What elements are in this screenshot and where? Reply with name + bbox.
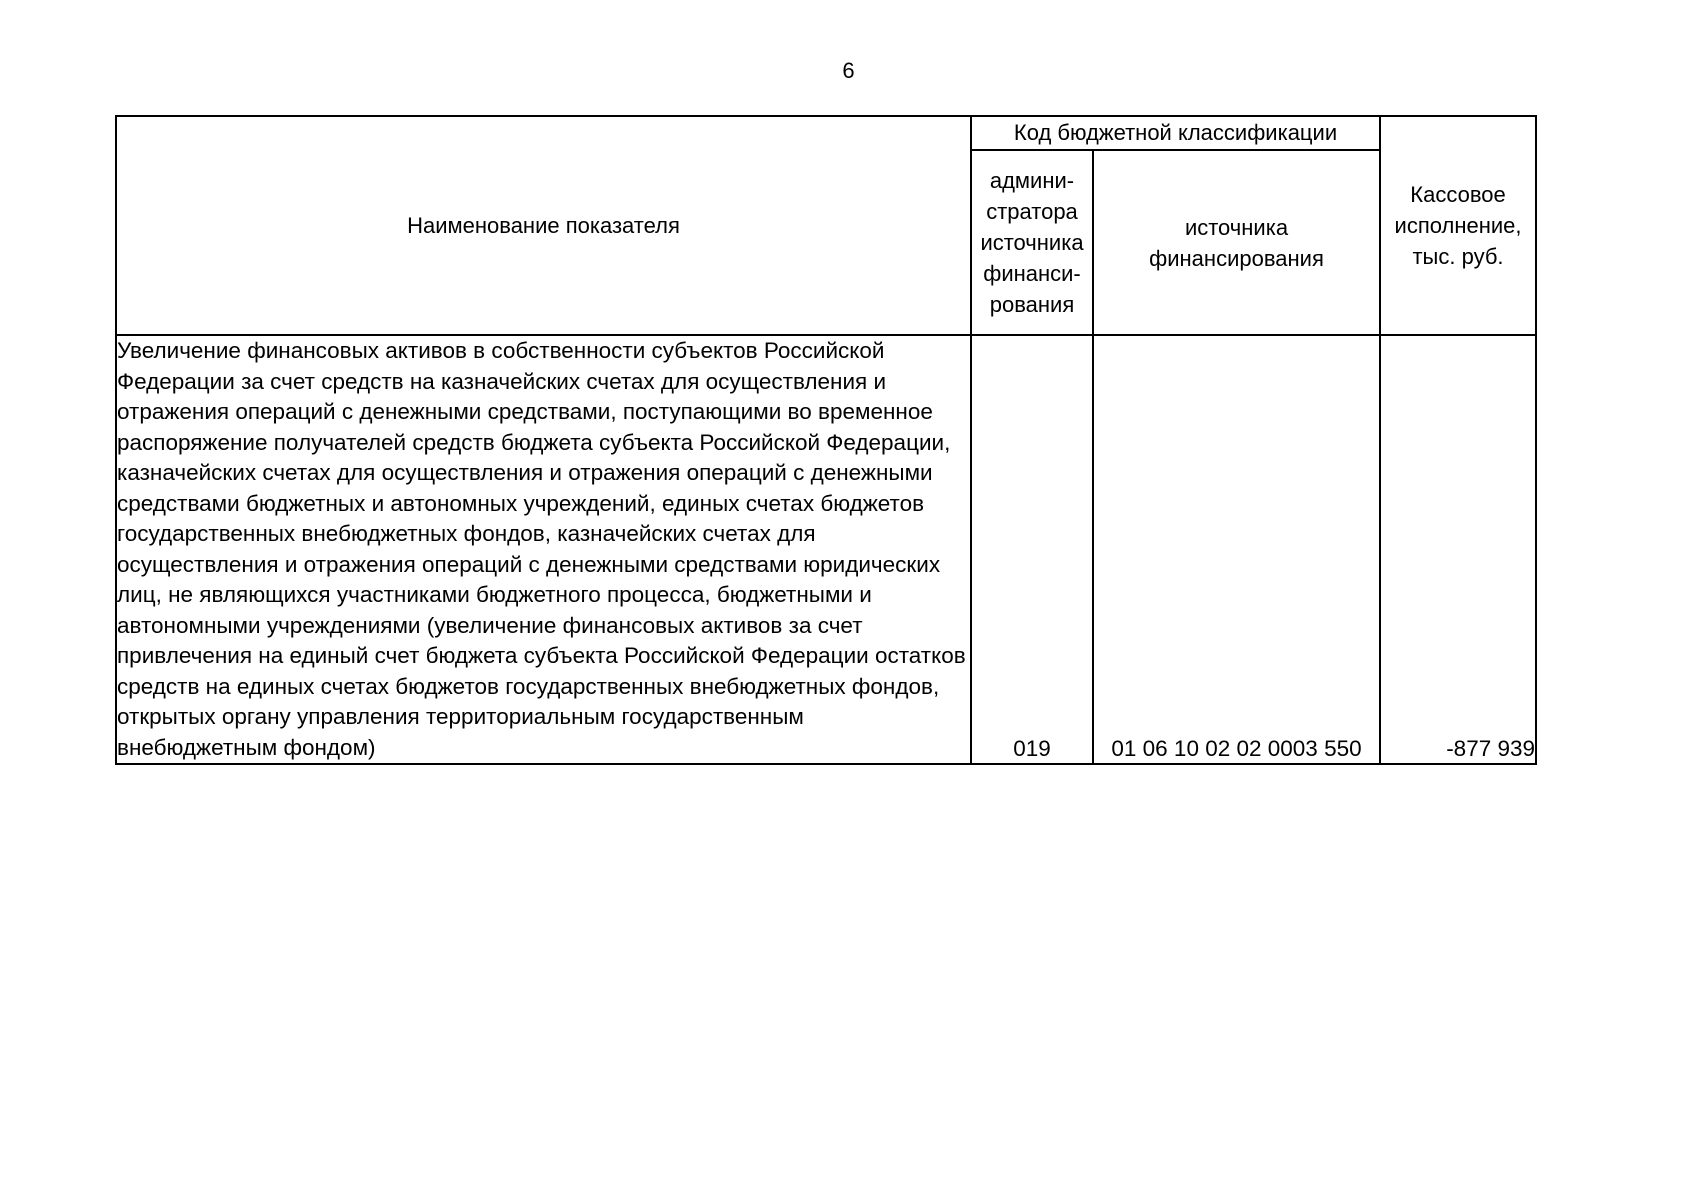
row-cash-execution: -877 939 [1380,335,1536,764]
header-administrator-line-4: финанси- [983,261,1081,286]
header-cash-execution [1380,116,1536,335]
header-source-code [1093,150,1380,335]
header-source-line-2: финансирования [1149,245,1324,271]
header-administrator-line-2: стратора [986,199,1078,224]
table-header [116,116,1536,335]
header-cash-execution-line-2: исполнение, [1394,213,1522,238]
row-source-code: 01 06 10 02 02 0003 550 [1093,335,1380,764]
header-indicator-name-label: Наименование показателя [407,213,680,238]
header-administrator-line-5: рования [989,292,1075,317]
header-cash-execution-line-1: Кассовое [1410,182,1506,207]
row-administrator-code: 019 [971,335,1093,764]
table-body [116,335,1536,764]
header-administrator-line-3: источника [980,230,1084,255]
row-indicator-name: Увеличение финансовых активов в собственности субъектов Российской Федерации за счет средств на казначейских счетах для осуществления и отражения операций с денежными средствами, поступающими во временное распоряжение получателей средств бюджета субъекта Российской Федерации, казначейских счетах для осуществления и отражения операций с денежными средствами бюджетных и автономных учреждений, единых счетах бюджетов государственных внебюджетных фондов, казначейских счетах для осуществления и отражения операций с денежными средствами юридических лиц, не являющихся участниками бюджетного процесса, бюджетными и автономными учреждениями (увеличение финансовых активов за счет привлечения на единый счет бюджета субъекта Российской Федерации остатков средств на единых счетах бюджетов государственных внебюджетных фондов, открытых органу управления территориальным государственным внебюджетным фондом) [116,335,971,764]
header-budget-code-label: Код бюджетной классификации [1013,120,1338,145]
header-indicator-name [116,116,971,335]
header-administrator-line-1: админи- [989,168,1075,193]
header-administrator-code [971,150,1093,335]
header-row-1 [116,116,1536,150]
header-cash-execution-line-3: тыс. руб. [1412,244,1504,269]
table-row [116,335,1536,764]
budget-sources-table [115,115,1537,765]
header-budget-code [971,116,1380,150]
page-number: 6 [842,58,855,83]
header-source-line-1: источника [1184,214,1289,240]
